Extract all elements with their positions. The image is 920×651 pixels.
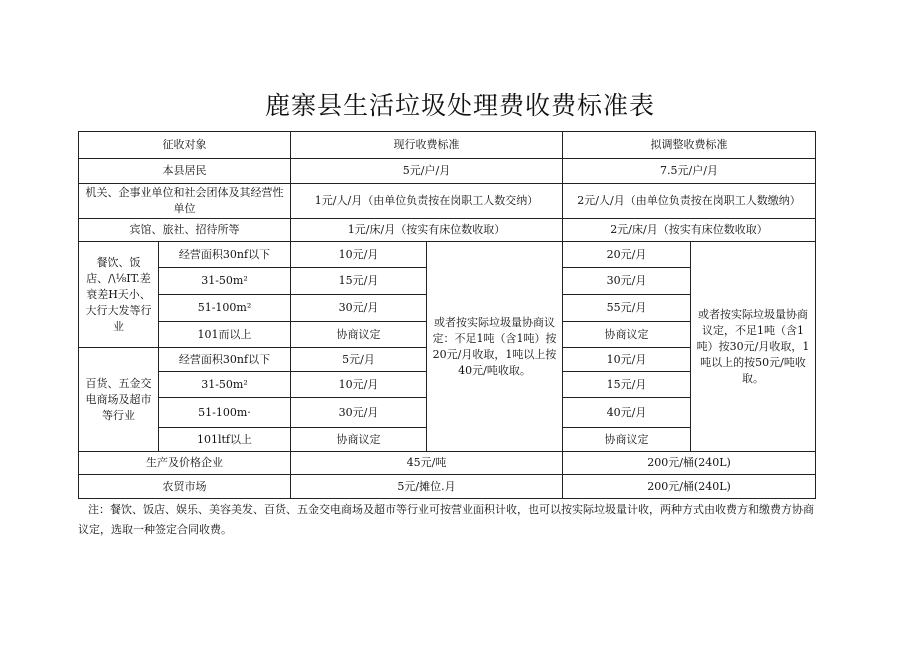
table-row xyxy=(79,159,816,184)
adjusted-fee: 30元/月 xyxy=(563,268,691,295)
row-label: 农贸市场 xyxy=(79,475,291,499)
current-fee: 15元/月 xyxy=(291,268,427,295)
adjusted-fee: 2元/人/月（由单位负责按在岗职工人数缴纳） xyxy=(563,184,816,219)
category-catering: 餐饮、饭店、/\⅛IT.差衰差H天小、大行大发等行业 xyxy=(79,242,159,348)
current-alternative-rule: 或者按实际垃圾量协商议定：不足1吨（含1吨）按20元/月收取，1吨以上按40元/吨收取。 xyxy=(427,242,563,452)
fee-standard-table xyxy=(78,131,816,499)
area-range: 经营面积30nf以下 xyxy=(159,242,291,268)
current-fee: 1元/床/月（按实有床位数收取） xyxy=(291,219,563,242)
table-row xyxy=(79,242,816,268)
current-fee: 协商议定 xyxy=(291,322,427,348)
footnote: 注：餐饮、饭店、娱乐、美容美发、百货、五金交电商场及超市等行业可按营业面积计收，也可以按实际垃圾量计收，两种方式由收费方和缴费方协商议定，选取一种签定合同收费。 xyxy=(78,503,814,536)
adjusted-fee: 协商议定 xyxy=(563,322,691,348)
current-fee: 5元/月 xyxy=(291,348,427,372)
area-range: 51-100m· xyxy=(159,398,291,428)
current-fee: 5元/摊位.月 xyxy=(291,475,563,499)
adjusted-fee: 协商议定 xyxy=(563,428,691,452)
adjusted-fee: 20元/月 xyxy=(563,242,691,268)
table-row xyxy=(79,452,816,475)
table-row xyxy=(79,475,816,499)
header-adjusted: 拟调整收费标准 xyxy=(563,132,816,159)
current-fee: 1元/人/月（由单位负责按在岗职工人数交纳） xyxy=(291,184,563,219)
current-fee: 协商议定 xyxy=(291,428,427,452)
area-range: 31-50m² xyxy=(159,372,291,398)
adjusted-fee: 15元/月 xyxy=(563,372,691,398)
adjusted-fee: 55元/月 xyxy=(563,295,691,322)
row-label: 宾馆、旅社、招待所等 xyxy=(79,219,291,242)
area-range: 51-100m² xyxy=(159,295,291,322)
row-label: 生产及价格企业 xyxy=(79,452,291,475)
current-fee: 30元/月 xyxy=(291,398,427,428)
current-fee: 10元/月 xyxy=(291,242,427,268)
area-range: 101ltf以上 xyxy=(159,428,291,452)
current-fee: 30元/月 xyxy=(291,295,427,322)
page-title: 鹿寨县生活垃圾处理费收费标准表 xyxy=(264,91,655,120)
adjusted-fee: 2元/床/月（按实有床位数收取） xyxy=(563,219,816,242)
area-range: 101而以上 xyxy=(159,322,291,348)
table-row xyxy=(79,184,816,219)
adjusted-fee: 200元/桶(240L) xyxy=(563,475,816,499)
adjusted-fee: 40元/月 xyxy=(563,398,691,428)
header-row xyxy=(79,132,816,159)
current-fee: 10元/月 xyxy=(291,372,427,398)
adjusted-fee: 200元/桶(240L) xyxy=(563,452,816,475)
category-retail: 百货、五金交电商场及超市等行业 xyxy=(79,348,159,452)
header-current: 现行收费标准 xyxy=(291,132,563,159)
row-label: 本县居民 xyxy=(79,159,291,184)
adjusted-alternative-rule: 或者按实际垃圾量协商议定，不足1吨（含1吨）按30元/月收取，1吨以上的按50元/吨收取。 xyxy=(691,242,816,452)
header-object: 征收对象 xyxy=(79,132,291,159)
table-row xyxy=(79,219,816,242)
current-fee: 45元/吨 xyxy=(291,452,563,475)
row-label: 机关、企事业单位和社会团体及其经营性单位 xyxy=(79,184,291,219)
area-range: 31-50m² xyxy=(159,268,291,295)
adjusted-fee: 10元/月 xyxy=(563,348,691,372)
current-fee: 5元/户/月 xyxy=(291,159,563,184)
area-range: 经营面积30nf以下 xyxy=(159,348,291,372)
adjusted-fee: 7.5元/户/月 xyxy=(563,159,816,184)
